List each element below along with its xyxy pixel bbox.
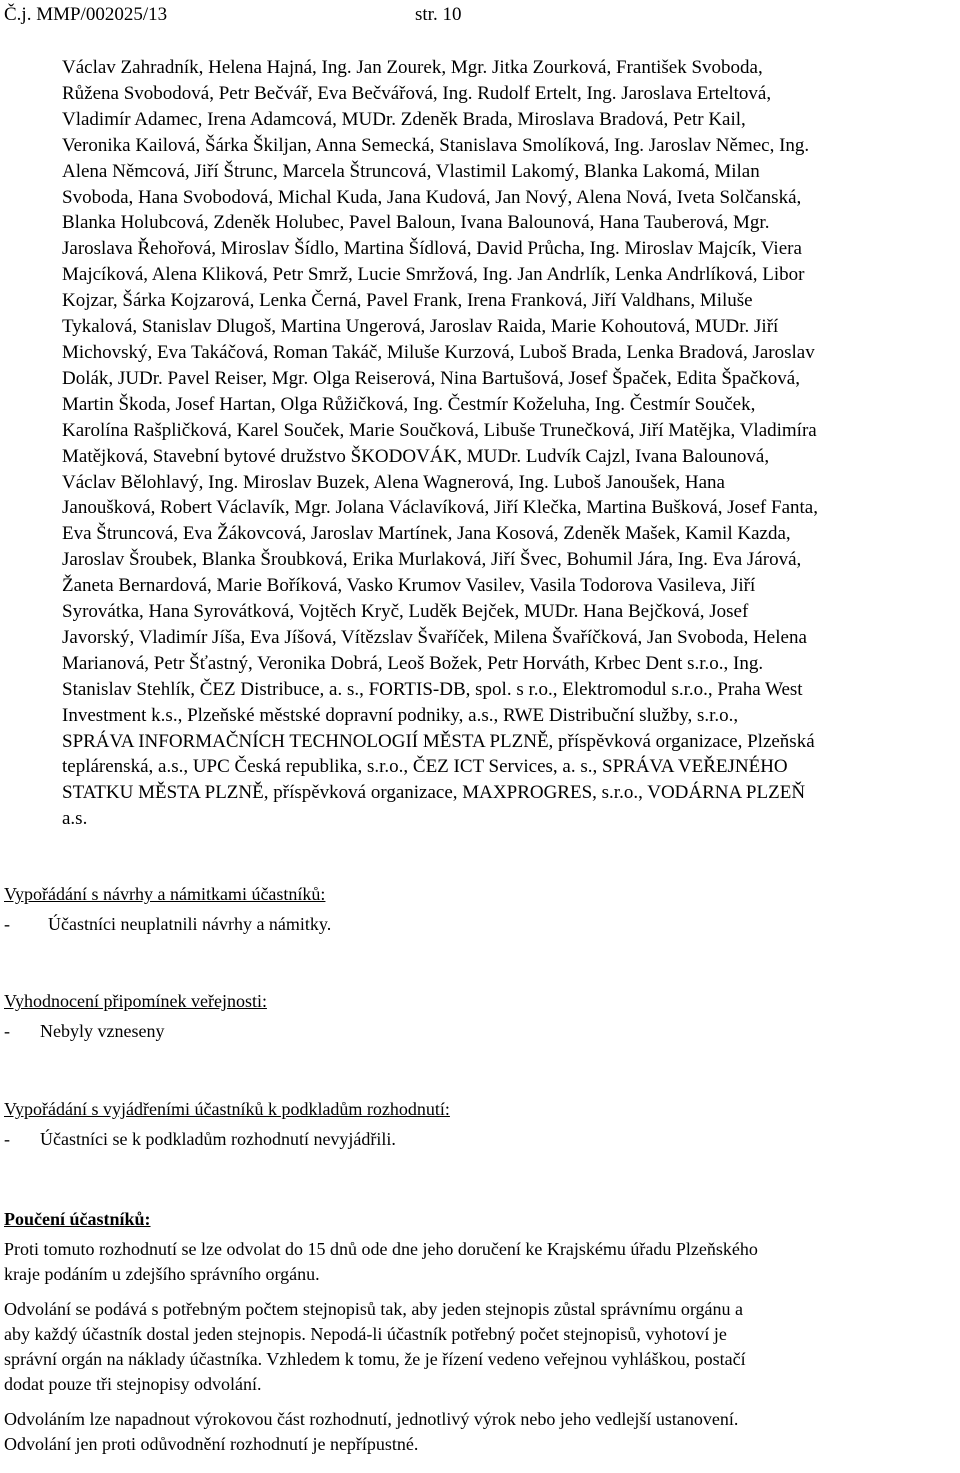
participant-line: Michovský, Eva Takáčová, Roman Takáč, Miluše Kurzová, Luboš Brada, Lenka Bradová, Jaroslav — [62, 341, 815, 363]
participant-line: Dolák, JUDr. Pavel Reiser, Mgr. Olga Reiserová, Nina Bartušová, Josef Špaček, Edita Špačková, — [62, 367, 800, 389]
participant-line: Janoušková, Robert Václavík, Mgr. Jolana Václavíková, Jiří Klečka, Martina Bušková, Josef Fanta, — [62, 497, 818, 519]
paragraph — [4, 1297, 959, 1397]
participant-line: Jaroslava Řehořová, Miroslav Šídlo, Martina Šídlová, David Průcha, Ing. Miroslav Majcík, Viera — [62, 238, 802, 260]
participant-line: Syrovátka, Hana Syrovátková, Vojtěch Kryč, Luděk Bejček, MUDr. Hana Bejčková, Josef — [62, 601, 749, 623]
paragraph-line: správní orgán na náklady účastníka. Vzhledem k tomu, že je řízení vedeno veřejnou vyhláškou, postačí — [4, 1349, 746, 1369]
paragraph-line: Odvolání se podává s potřebným počtem stejnopisů tak, aby jeden stejnopis zůstal správnímu orgánu a — [4, 1299, 744, 1319]
section-heading: Vyhodnocení připomínek veřejnosti: — [4, 991, 267, 1011]
participant-line: Kojzar, Šárka Kojzarová, Lenka Černá, Pavel Frank, Irena Franková, Jiří Valdhans, Miluše — [62, 290, 753, 312]
participant-line: Václav Bělohlavý, Ing. Miroslav Buzek, Alena Wagnerová, Ing. Luboš Janoušek, Hana — [62, 471, 725, 493]
paragraph-line: Proti tomuto rozhodnutí se lze odvolat do 15 dnů ode dne jeho doručení ke Krajskému úřadu Plzeňského — [4, 1239, 758, 1259]
participant-line: teplárenská, a.s., UPC Česká republika, s.r.o., ČEZ ICT Services, a. s., SPRÁVA VEŘEJNÉHO — [62, 756, 788, 778]
list-item — [4, 1019, 959, 1043]
paragraph-line: aby každý účastník dostal jeden stejnopis. Nepodá-li účastník potřebný počet stejnopisů, vyhotoví je — [4, 1324, 727, 1344]
section-heading: Vypořádání s vyjádřeními účastníků k podkladům rozhodnutí: — [4, 1099, 450, 1119]
paragraph-line: kraje podáním u zdejšího správního orgánu. — [4, 1264, 320, 1284]
paragraph-line: Odvolání jen proti odůvodnění rozhodnutí je nepřípustné. — [4, 1434, 419, 1454]
participant-line: Karolína Rašpličková, Karel Souček, Marie Součková, Libuše Trunečková, Jiří Matějka, Vladimíra — [62, 419, 817, 441]
page-header — [4, 3, 462, 27]
participant-line: Eva Štruncová, Eva Žákovcová, Jaroslav Martínek, Jana Kosová, Zdeněk Mašek, Kamil Kazda, — [62, 523, 791, 545]
page-number: str. 10 — [415, 4, 462, 25]
participant-line: Veronika Kailová, Šárka Škiljan, Anna Semecká, Stanislava Smolíková, Ing. Jaroslav Němec, Ing. — [62, 134, 810, 156]
participant-line: Tykalová, Stanislav Dlugoš, Martina Ungerová, Jaroslav Raida, Marie Kohoutová, MUDr. Jiří — [62, 316, 779, 338]
paragraph — [4, 1407, 959, 1457]
participant-line: SPRÁVA INFORMAČNÍCH TECHNOLOGIÍ MĚSTA PLZNĚ, příspěvková organizace, Plzeňská — [62, 730, 815, 752]
paragraph-line: Odvoláním lze napadnout výrokovou část rozhodnutí, jednotlivý výrok nebo jeho vedlejší ustanovení. — [4, 1409, 739, 1429]
participant-line: Alena Němcová, Jiří Štrunc, Marcela Štruncová, Vlastimil Lakomý, Blanka Lakomá, Milan — [62, 160, 760, 182]
participant-line: Matějková, Stavební bytové družstvo ŠKODOVÁK, MUDr. Ludvík Cajzl, Ivana Balounová, — [62, 445, 770, 467]
participant-line: Václav Zahradník, Helena Hajná, Ing. Jan Zourek, Mgr. Jitka Zourková, František Svoboda, — [62, 57, 763, 78]
participant-line: Jaroslav Šroubek, Blanka Šroubková, Erika Murlaková, Jiří Švec, Bohumil Jára, Ing. Eva Járová, — [62, 549, 802, 571]
participant-line: Investment k.s., Plzeňské městské dopravní podniky, a.s., RWE Distribuční služby, s.r.o., — [62, 704, 739, 726]
section-instruction — [4, 1207, 959, 1457]
participant-line: Marianová, Petr Šťastný, Veronika Dobrá, Leoš Božek, Petr Horváth, Krbec Dent s.r.o., Ing. — [62, 652, 764, 674]
participant-line: Martin Škoda, Josef Hartan, Olga Růžičková, Ing. Čestmír Koželuha, Ing. Čestmír Souček, — [62, 393, 756, 415]
section-proposals — [4, 882, 959, 936]
paragraph — [4, 1237, 959, 1287]
participants-list — [62, 55, 960, 832]
participant-line: Svoboda, Hana Svobodová, Michal Kuda, Jana Kudová, Jan Nový, Alena Nová, Iveta Solčanská, — [62, 186, 802, 208]
dash-marker: - — [4, 914, 10, 934]
participant-line: Blanka Holubcová, Zdeněk Holubec, Pavel Baloun, Ivana Balounová, Hana Tauberová, Mgr. — [62, 212, 770, 234]
list-item-text: Nebyly vzneseny — [40, 1021, 165, 1041]
participant-line: STATKU MĚSTA PLZNĚ, příspěvková organizace, MAXPROGRES, s.r.o., VODÁRNA PLZEŇ — [62, 782, 806, 804]
participant-line: a.s. — [62, 808, 88, 830]
reference-number: Č.j. MMP/002025/13 — [4, 4, 168, 25]
section-public-comments — [4, 989, 959, 1043]
participant-line: Růžena Svobodová, Petr Bečvář, Eva Bečvářová, Ing. Rudolf Ertelt, Ing. Jaroslava Erteltová, — [62, 82, 772, 104]
section-heading: Vypořádání s návrhy a námitkami účastníků: — [4, 884, 326, 904]
participant-line: Žaneta Bernardová, Marie Boříková, Vasko Krumov Vasilev, Vasila Todorova Vasileva, Jiří — [62, 575, 756, 597]
list-item-text: Účastníci se k podkladům rozhodnutí nevyjádřili. — [40, 1129, 396, 1149]
participant-line: Javorský, Vladimír Jíša, Eva Jíšová, Vítězslav Švaříček, Milena Švaříčková, Jan Svoboda, Helena — [62, 626, 807, 648]
participant-line: Vladimír Adamec, Irena Adamcová, MUDr. Zdeněk Brada, Miroslava Bradová, Petr Kail, — [62, 108, 746, 130]
section-statements — [4, 1097, 959, 1151]
paragraph-line: dodat pouze tři stejnopisy odvolání. — [4, 1374, 262, 1394]
list-item — [4, 912, 959, 936]
dash-marker: - — [4, 1021, 10, 1041]
list-item-text: Účastníci neuplatnili návrhy a námitky. — [48, 914, 332, 934]
list-item — [4, 1127, 959, 1151]
participant-line: Majcíková, Alena Kliková, Petr Smrž, Lucie Smržová, Ing. Jan Andrlík, Lenka Andrlíková, Libor — [62, 264, 805, 286]
section-heading: Poučení účastníků: — [4, 1209, 151, 1229]
participant-line: Stanislav Stehlík, ČEZ Distribuce, a. s., FORTIS-DB, spol. s r.o., Elektromodul s.r.o., Praha West — [62, 678, 803, 700]
dash-marker: - — [4, 1129, 10, 1149]
